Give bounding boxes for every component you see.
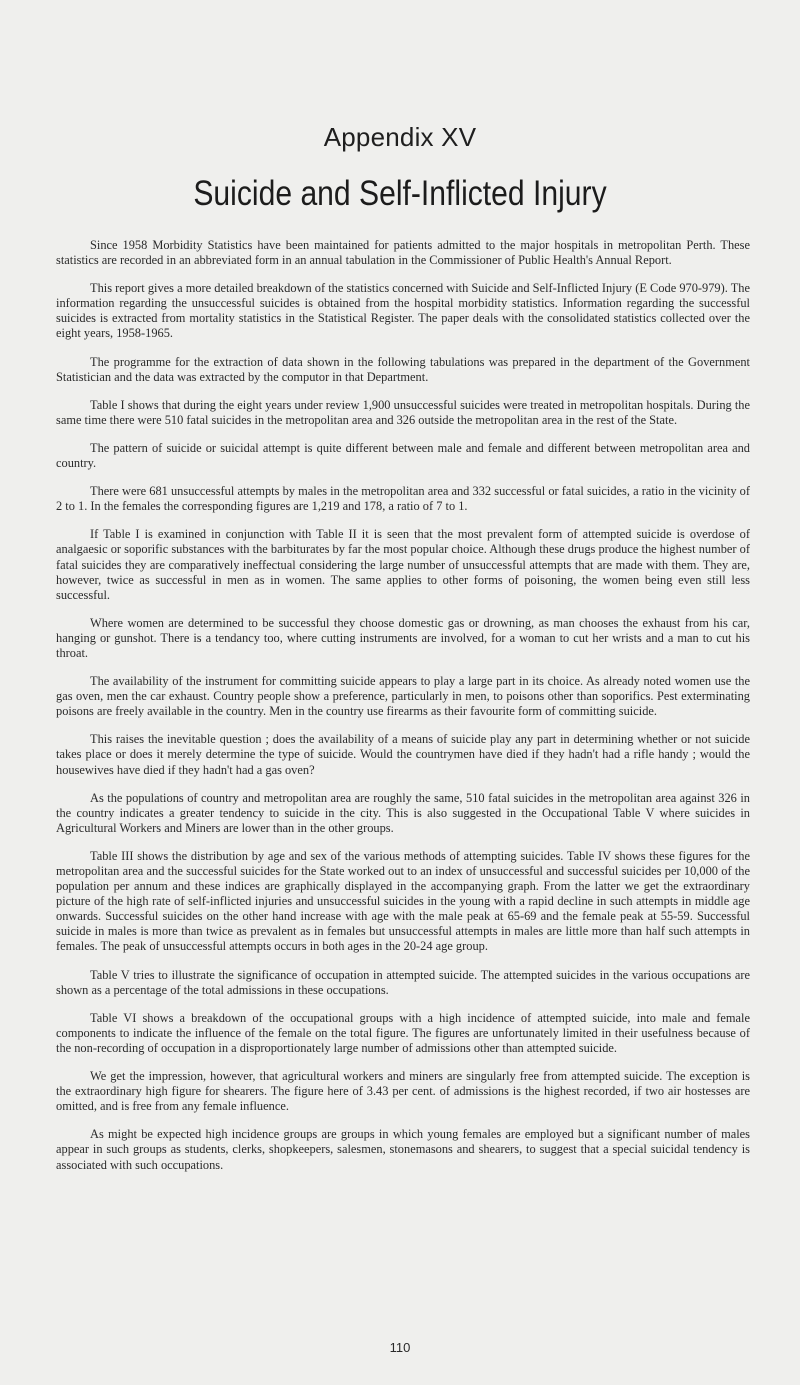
paragraph: Since 1958 Morbidity Statistics have been maintained for patients admitted to the major hospitals in metropolitan Perth. These statistics are recorded in an abbreviated form in an annual tabulation in the Commissioner of Public Health's Annual Report. bbox=[56, 238, 750, 268]
page-number: 110 bbox=[389, 1340, 411, 1355]
paragraph: This raises the inevitable question ; does the availability of a means of suicide play any part in determining whether or not suicide takes place or does it merely determine the type of suicide. Would the countrymen have died if they hadn't had a rifle handy ; would the housewives have died if they hadn't had a gas oven? bbox=[56, 732, 750, 777]
document-title: Suicide and Self-Inflicted Injury bbox=[193, 174, 607, 213]
paragraph: As might be expected high incidence groups are groups in which young females are employed but a significant number of males appear in such groups as students, clerks, shopkeepers, salesmen, stonemasons and shearers, to suggest that a special suicidal tendency is associated with such occupations. bbox=[56, 1127, 750, 1172]
paragraph: The availability of the instrument for committing suicide appears to play a large part in its choice. As already noted women use the gas oven, men the car exhaust. Country people show a preference, particularly in men, to poisons other than soporifics. Pest exterminating poisons are freely available in the country. Men in the country use firearms as their favourite form of committing suicide. bbox=[56, 674, 750, 719]
appendix-heading: Appendix XV bbox=[323, 122, 477, 152]
paragraph: Table VI shows a breakdown of the occupational groups with a high incidence of attempted suicide, into male and female components to indicate the influence of the female on the total figure. The figures are unfortunately limited in their usefulness because of the non-recording of occupation in a disproportionately large number of admissions other than attempted suicide. bbox=[56, 1010, 750, 1055]
body-text bbox=[56, 238, 750, 1186]
paragraph: We get the impression, however, that agricultural workers and miners are singularly free from attempted suicide. The exception is the extraordinary high figure for shearers. The figure here of 3.43 per cent. of admissions is the highest recorded, if two air hostesses are omitted, and is free from any female influence. bbox=[56, 1069, 750, 1114]
paragraph: Table III shows the distribution by age and sex of the various methods of attempting suicides. Table IV shows these figures for the metropolitan area and the successful suicides for the State worked out to an index of unsuccessful and successful suicides per 10,000 of the population per annum and these indices are graphically displayed in the accompanying graph. From the latter we get the extraordinary picture of the high rate of self-inflicted injuries and unsuccessful suicides in the young with a rapid decline in such attempts in middle age onwards. Successful suicides on the other hand increase with age with the male peak at 65-69 and the female peak at 55-59. Successful suicide in males is more than twice as prevalent as in females but unsuccessful attempts in males are little more than half such attempts in females. The peak of unsuccessful attempts occurs in both ages in the 20-24 age group. bbox=[56, 848, 750, 954]
paragraph: This report gives a more detailed breakdown of the statistics concerned with Suicide and Self-Inflicted Injury (E Code 970-979). The information regarding the unsuccessful suicides is obtained from the hospital morbidity statistics. Information regarding the successful suicides is extracted from mortality statistics in the Statistical Register. The paper deals with the consolidated statistics collected over the eight years, 1958-1965. bbox=[56, 281, 750, 341]
paragraph: If Table I is examined in conjunction with Table II it is seen that the most prevalent form of attempted suicide is overdose of analgaesic or soporific substances with the barbiturates by far the most popular choice. Although these drugs produce the highest number of fatal suicides they are comparatively ineffectual considering the large number of unsuccessful attempts that are made with them. They are, however, twice as successful in men as in women. The same applies to other forms of poisoning, the women being even still less successful. bbox=[56, 527, 750, 602]
paragraph: There were 681 unsuccessful attempts by males in the metropolitan area and 332 successful or fatal suicides, a ratio in the vicinity of 2 to 1. In the females the corresponding figures are 1,219 and 178, a ratio of 7 to 1. bbox=[56, 484, 750, 514]
paragraph: As the populations of country and metropolitan area are roughly the same, 510 fatal suicides in the metropolitan area against 326 in the country indicates a greater tendency to suicide in the city. This is also suggested in the Occupational Table V where suicides in Agricultural Workers and Miners are lower than in the other groups. bbox=[56, 790, 750, 835]
paragraph: The pattern of suicide or suicidal attempt is quite different between male and female and different between metropolitan area and country. bbox=[56, 440, 750, 471]
paragraph: Where women are determined to be successful they choose domestic gas or drowning, as man chooses the exhaust from his car, hanging or gunshot. There is a tendancy too, where cutting instruments are involved, for a woman to cut her wrists and a man to cut his throat. bbox=[56, 615, 750, 660]
paragraph: Table V tries to illustrate the significance of occupation in attempted suicide. The attempted suicides in the various occupations are shown as a percentage of the total admissions in these occupations. bbox=[56, 967, 750, 997]
paragraph: Table I shows that during the eight years under review 1,900 unsuccessful suicides were treated in metropolitan hospitals. During the same time there were 510 fatal suicides in the metropolitan area and 326 outside the metropolitan area in the rest of the State. bbox=[56, 397, 750, 427]
paragraph: The programme for the extraction of data shown in the following tabulations was prepared in the department of the Government Statistician and the data was extracted by the computor in that Department. bbox=[56, 354, 750, 384]
